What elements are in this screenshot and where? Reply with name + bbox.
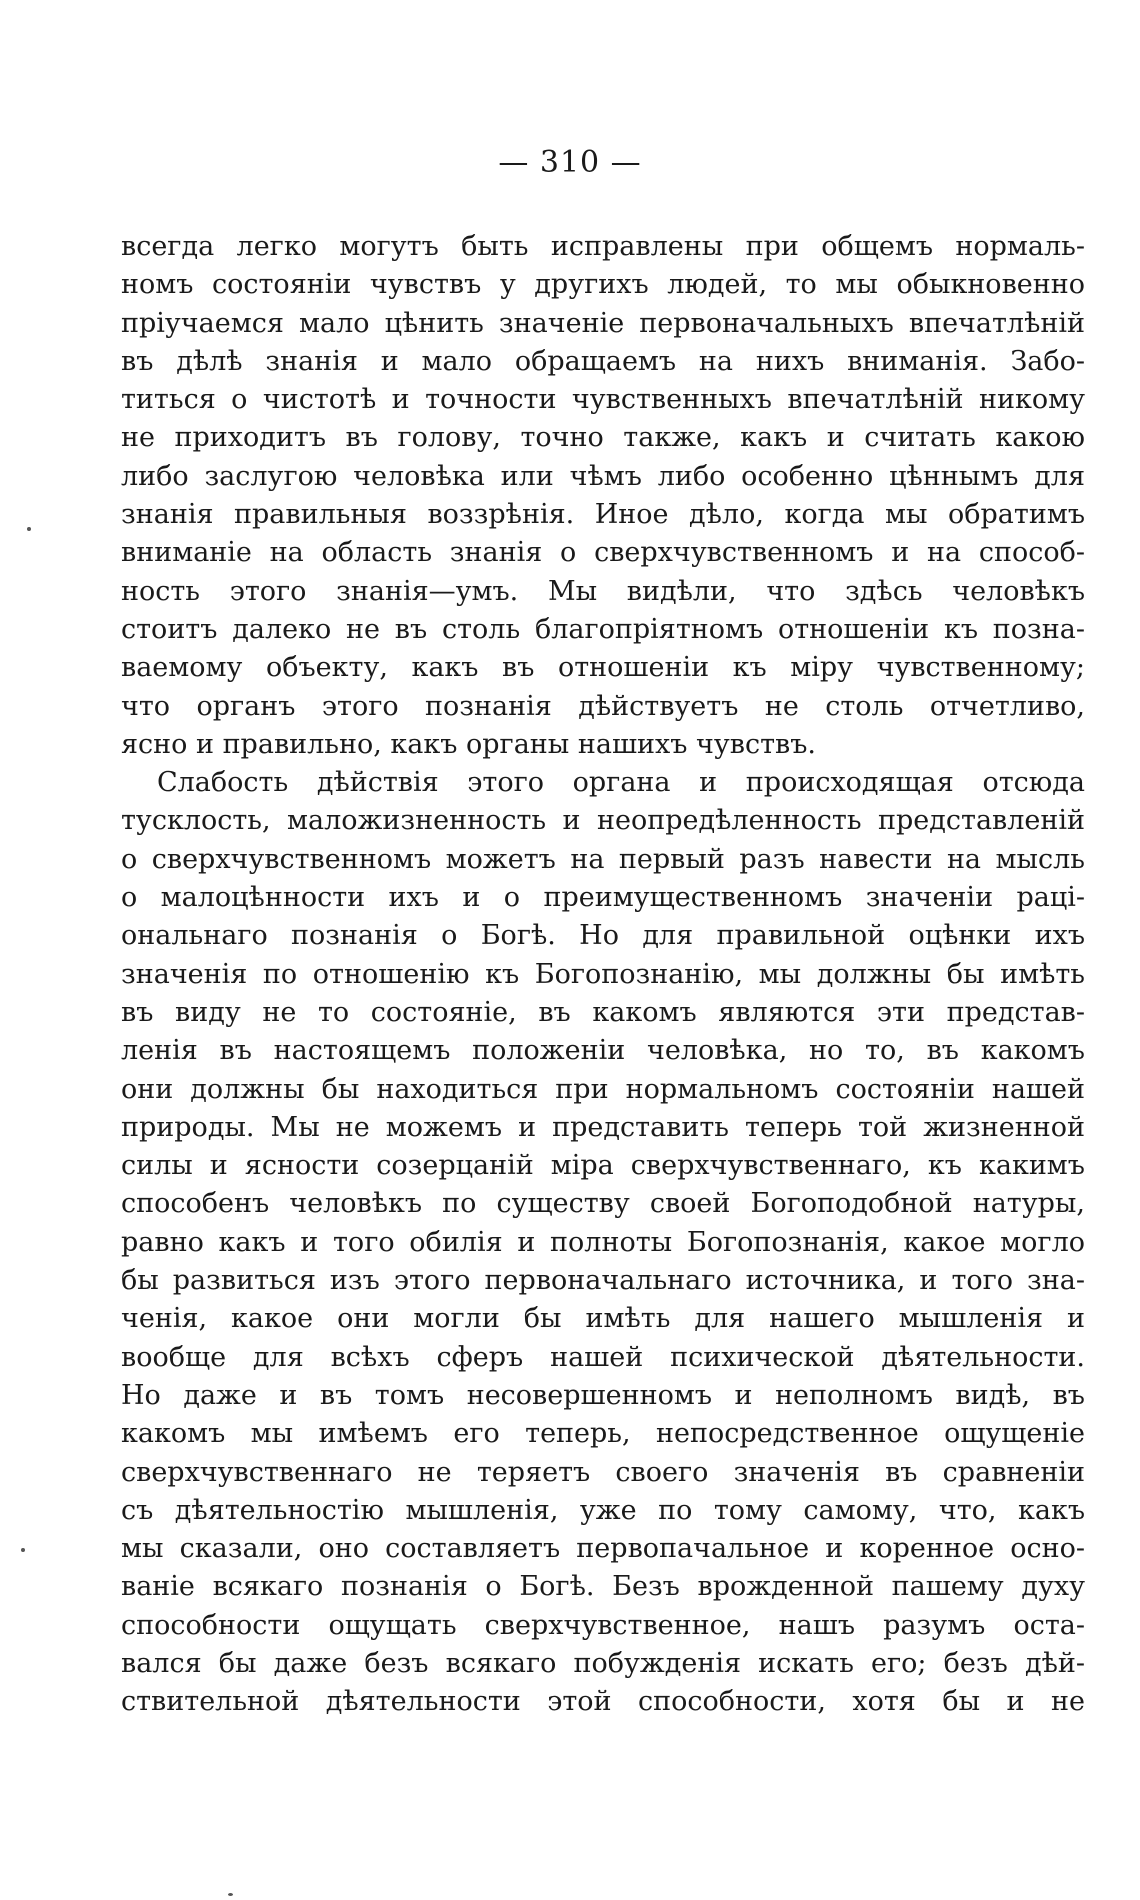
paragraph-2 bbox=[121, 764, 1085, 1721]
text-line: титься о чистотѣ и точности чувственныхъ впечатлѣній никому bbox=[121, 384, 1085, 416]
text-line: какомъ мы имѣемъ его теперь, непосредственное ощущеніе bbox=[121, 1418, 1085, 1450]
text-line: ваемому объекту, какъ въ отношеніи къ міру чувственному; bbox=[121, 652, 1085, 684]
text-line: въ виду не то состояніе, въ какомъ являются эти представ- bbox=[121, 996, 1085, 1028]
text-line: мы сказали, оно составляетъ первопачальное и коренное осно- bbox=[121, 1533, 1085, 1565]
text-line: ленія въ настоящемъ положеніи человѣка, но то, въ какомъ bbox=[121, 1035, 1085, 1067]
margin-speck bbox=[27, 527, 31, 531]
text-line: о малоцѣнности ихъ и о преимущественномъ значеніи раці- bbox=[121, 882, 1085, 914]
text-line: въ дѣлѣ знанія и мало обращаемъ на нихъ вниманія. Забо- bbox=[121, 345, 1085, 377]
text-line: ясно и правильно, какъ органы нашихъ чувствъ. bbox=[121, 728, 816, 760]
text-line: знанія правильныя воззрѣнія. Иное дѣло, когда мы обратимъ bbox=[121, 499, 1085, 531]
text-line: не приходитъ въ голову, точно также, какъ и считать какою bbox=[121, 422, 1085, 454]
text-line: природы. Мы не можемъ и представить теперь той жизненной bbox=[121, 1111, 1085, 1143]
text-line: ональнаго познанія о Богѣ. Но для правильной оцѣнки ихъ bbox=[121, 920, 1085, 952]
margin-speck bbox=[21, 1548, 25, 1552]
text-body bbox=[121, 228, 1085, 1722]
text-line: либо заслугою человѣка или чѣмъ либо особенно цѣннымъ для bbox=[121, 460, 1085, 492]
text-line: ность этого знанія—умъ. Мы видѣли, что здѣсь человѣкъ bbox=[121, 575, 1085, 607]
text-line: равно какъ и того обилія и полноты Богопознанія, какое могло bbox=[121, 1226, 1085, 1258]
page-number: — 310 — bbox=[498, 145, 642, 180]
text-line: пріучаемся мало цѣнить значеніе первоначальныхъ впечатлѣній bbox=[121, 307, 1085, 339]
text-line: ченія, какое они могли бы имѣть для нашего мышленія и bbox=[121, 1303, 1085, 1335]
text-line: о сверхчувственномъ можетъ на первый разъ навести на мысль bbox=[121, 843, 1085, 875]
text-line: Но даже и въ томъ несовершенномъ и неполномъ видѣ, въ bbox=[121, 1379, 1085, 1411]
text-line: стоитъ далеко не въ столь благопріятномъ отношеніи къ позна- bbox=[121, 613, 1085, 645]
text-line: бы развиться изъ этого первоначальнаго источника, и того зна- bbox=[121, 1265, 1085, 1297]
text-line: тусклость, маложизненность и неопредѣленность представленій bbox=[121, 805, 1085, 837]
margin-speck bbox=[228, 1893, 233, 1896]
text-line: съ дѣятельностію мышленія, уже по тому самому, что, какъ bbox=[121, 1494, 1085, 1526]
text-line: ствительной дѣятельности этой способности, хотя бы и не bbox=[121, 1686, 1085, 1718]
text-line: сверхчувственнаго не теряетъ своего значенія въ сравненіи bbox=[121, 1456, 1085, 1488]
text-line: вниманіе на область знанія о сверхчувственномъ и на способ- bbox=[121, 537, 1085, 569]
text-line: способенъ человѣкъ по существу своей Богоподобной натуры, bbox=[121, 1188, 1085, 1220]
text-line: номъ состояніи чувствъ у другихъ людей, то мы обыкновенно bbox=[121, 269, 1085, 301]
text-line: всегда легко могутъ быть исправлены при общемъ нормаль- bbox=[121, 231, 1085, 262]
text-line: вался бы даже безъ всякаго побужденія искать его; безъ дѣй- bbox=[121, 1647, 1085, 1679]
paragraph-1 bbox=[121, 228, 1085, 764]
text-line: они должны бы находиться при нормальномъ состояніи нашей bbox=[121, 1073, 1085, 1105]
text-line: Слабость дѣйствія этого органа и происходящая отсюда bbox=[157, 767, 1085, 799]
text-line: ваніе всякаго познанія о Богѣ. Безъ врожденной пашему духу bbox=[121, 1571, 1085, 1603]
text-line: значенія по отношенію къ Богопознанію, мы должны бы имѣть bbox=[121, 958, 1085, 990]
text-line: силы и ясности созерцаній міра сверхчувственнаго, къ какимъ bbox=[121, 1150, 1085, 1182]
text-line: способности ощущать сверхчувственное, нашъ разумъ оста- bbox=[121, 1609, 1085, 1641]
text-line: вообще для всѣхъ сферъ нашей психической дѣятельности. bbox=[121, 1341, 1085, 1373]
text-line: что органъ этого познанія дѣйствуетъ не столь отчетливо, bbox=[121, 690, 1085, 722]
